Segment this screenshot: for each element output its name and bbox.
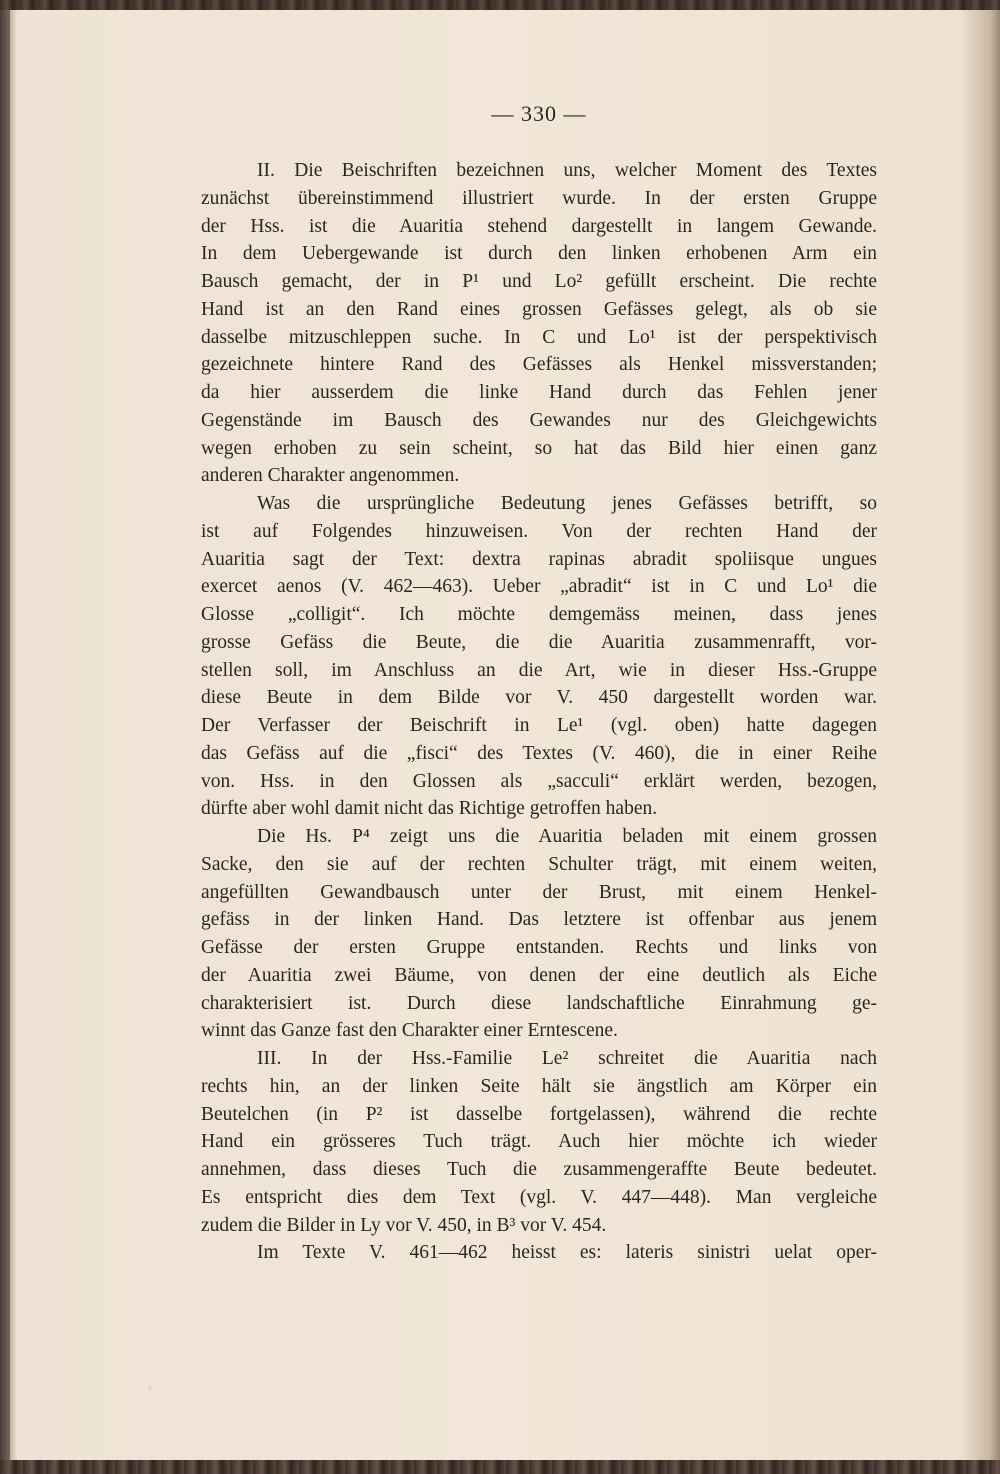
book-top-edge	[0, 0, 1000, 10]
text-line: Beutelchen (in P² ist dasselbe fortgelassen), während die rechte	[201, 1103, 877, 1125]
text-line: Der Verfasser der Beischrift in Le¹ (vgl. oben) hatte dagegen	[201, 715, 877, 736]
text-line: dürfte aber wohl damit nicht das Richtige getroffen haben.	[201, 798, 658, 820]
text-line: rechts hin, an der linken Seite hält sie ängstlich am Körper ein	[201, 1075, 877, 1097]
text-line: zudem die Bilder in Ly vor V. 450, in B³ vor V. 454.	[201, 1214, 607, 1236]
text-line: Im Texte V. 461—462 heisst es: lateris sinistri uelat oper-	[257, 1242, 877, 1264]
text-line: der Hss. ist die Auaritia stehend dargestellt in langem Gewande.	[201, 215, 877, 237]
book-bottom-edge	[0, 1460, 1000, 1474]
text-line: Gegenstände im Bausch des Gewandes nur des Gleichgewichts	[201, 409, 877, 431]
text-line: das Gefäss auf die „fisci“ des Textes (V. 460), die in einer Reihe	[201, 742, 877, 764]
text-line: Glosse „colligit“. Ich möchte demgemäss meinen, dass jenes	[201, 604, 877, 625]
text-line: wegen erhoben zu sein scheint, so hat das Bild hier einen ganz	[201, 437, 877, 459]
text-line: II. Die Beischriften bezeichnen uns, welcher Moment des Textes	[257, 160, 877, 181]
text-line: gefäss in der linken Hand. Das letztere ist offenbar aus jenem	[201, 909, 877, 931]
text-line: charakterisiert ist. Durch diese landschaftliche Einrahmung ge-	[201, 992, 877, 1014]
text-line: anderen Charakter angenommen.	[201, 465, 460, 487]
text-line: gezeichnete hintere Rand des Gefässes als Henkel missverstanden;	[201, 354, 877, 376]
body-text	[201, 157, 877, 1267]
text-line: Sacke, den sie auf der rechten Schulter trägt, mit einem weiten,	[201, 853, 877, 875]
text-line: Gefässe der ersten Gruppe entstanden. Rechts und links von	[201, 937, 877, 958]
paper-speck	[148, 1386, 152, 1390]
text-line: Hand ist an den Rand eines grossen Gefässes gelegt, als ob sie	[201, 298, 877, 320]
text-line: der Auaritia zwei Bäume, von denen der eine deutlich als Eiche	[201, 964, 877, 986]
text-line: da hier ausserdem die linke Hand durch das Fehlen jener	[201, 382, 877, 403]
book-binding	[0, 10, 10, 1460]
text-line: ist auf Folgendes hinzuweisen. Von der rechten Hand der	[201, 520, 877, 542]
text-line: Bausch gemacht, der in P¹ und Lo² gefüllt erscheint. Die rechte	[201, 271, 877, 292]
text-line: angefüllten Gewandbausch unter der Brust, mit einem Henkel-	[201, 881, 877, 903]
text-line: Auaritia sagt der Text: dextra rapinas abradit spoliisque ungues	[201, 548, 877, 570]
text-line: III. In der Hss.-Familie Le² schreitet die Auaritia nach	[257, 1048, 877, 1069]
text-line: zunächst übereinstimmend illustriert wurde. In der ersten Gruppe	[201, 187, 877, 209]
text-line: winnt das Ganze fast den Charakter einer Erntescene.	[201, 1020, 618, 1042]
page-number: — 330 —	[491, 101, 587, 126]
text-line: Die Hs. P⁴ zeigt uns die Auaritia beladen mit einem grossen	[257, 826, 877, 847]
text-line: Es entspricht dies dem Text (vgl. V. 447—448). Man vergleiche	[201, 1186, 877, 1208]
text-line: dasselbe mitzuschleppen suche. In C und Lo¹ ist der perspektivisch	[201, 326, 877, 348]
text-line: von. Hss. in den Glossen als „sacculi“ erklärt werden, bezogen,	[201, 770, 877, 792]
text-line: exercet aenos (V. 462—463). Ueber „abradit“ ist in C und Lo¹ die	[201, 576, 877, 598]
text-line: stellen soll, im Anschluss an die Art, wie in dieser Hss.-Gruppe	[201, 659, 877, 681]
text-line: In dem Uebergewande ist durch den linken erhobenen Arm ein	[201, 243, 877, 265]
text-line: Was die ursprüngliche Bedeutung jenes Gefässes betrifft, so	[257, 493, 877, 514]
text-line: diese Beute in dem Bilde vor V. 450 dargestellt worden war.	[201, 687, 877, 709]
text-line: Hand ein grösseres Tuch trägt. Auch hier möchte ich wieder	[201, 1131, 877, 1153]
text-line: annehmen, dass dieses Tuch die zusammengeraffte Beute bedeutet.	[201, 1159, 877, 1180]
text-line: grosse Gefäss die Beute, die die Auaritia zusammenrafft, vor-	[201, 631, 877, 653]
